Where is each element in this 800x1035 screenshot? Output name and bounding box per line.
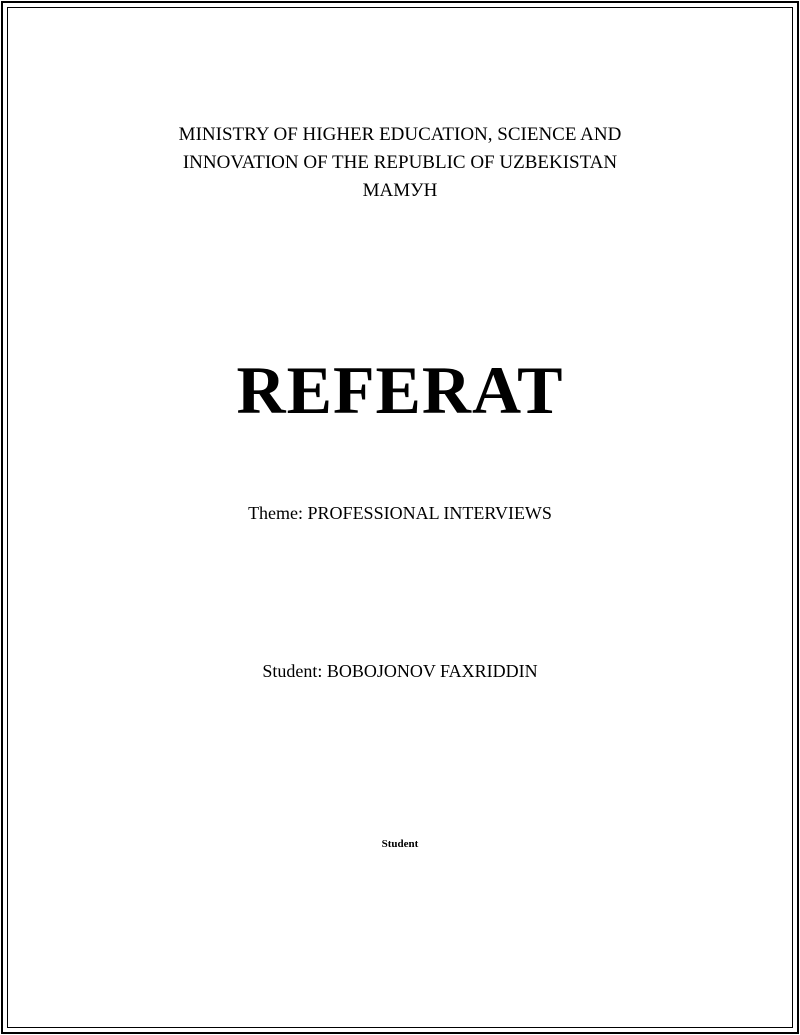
ministry-line-2: INNOVATION OF THE REPUBLIC OF UZBEKISTAN bbox=[182, 152, 618, 173]
ministry-header bbox=[0, 121, 800, 205]
theme-line: Theme: PROFESSIONAL INTERVIEWS bbox=[248, 503, 552, 523]
student-line: Student: BOBOJONOV FAXRIDDIN bbox=[262, 661, 538, 681]
ministry-line-3: МАМУН bbox=[362, 180, 438, 201]
ministry-line-1: MINISTRY OF HIGHER EDUCATION, SCIENCE AND bbox=[178, 124, 622, 145]
document-title: REFERAT bbox=[236, 352, 564, 428]
student-label: Student bbox=[381, 838, 419, 850]
